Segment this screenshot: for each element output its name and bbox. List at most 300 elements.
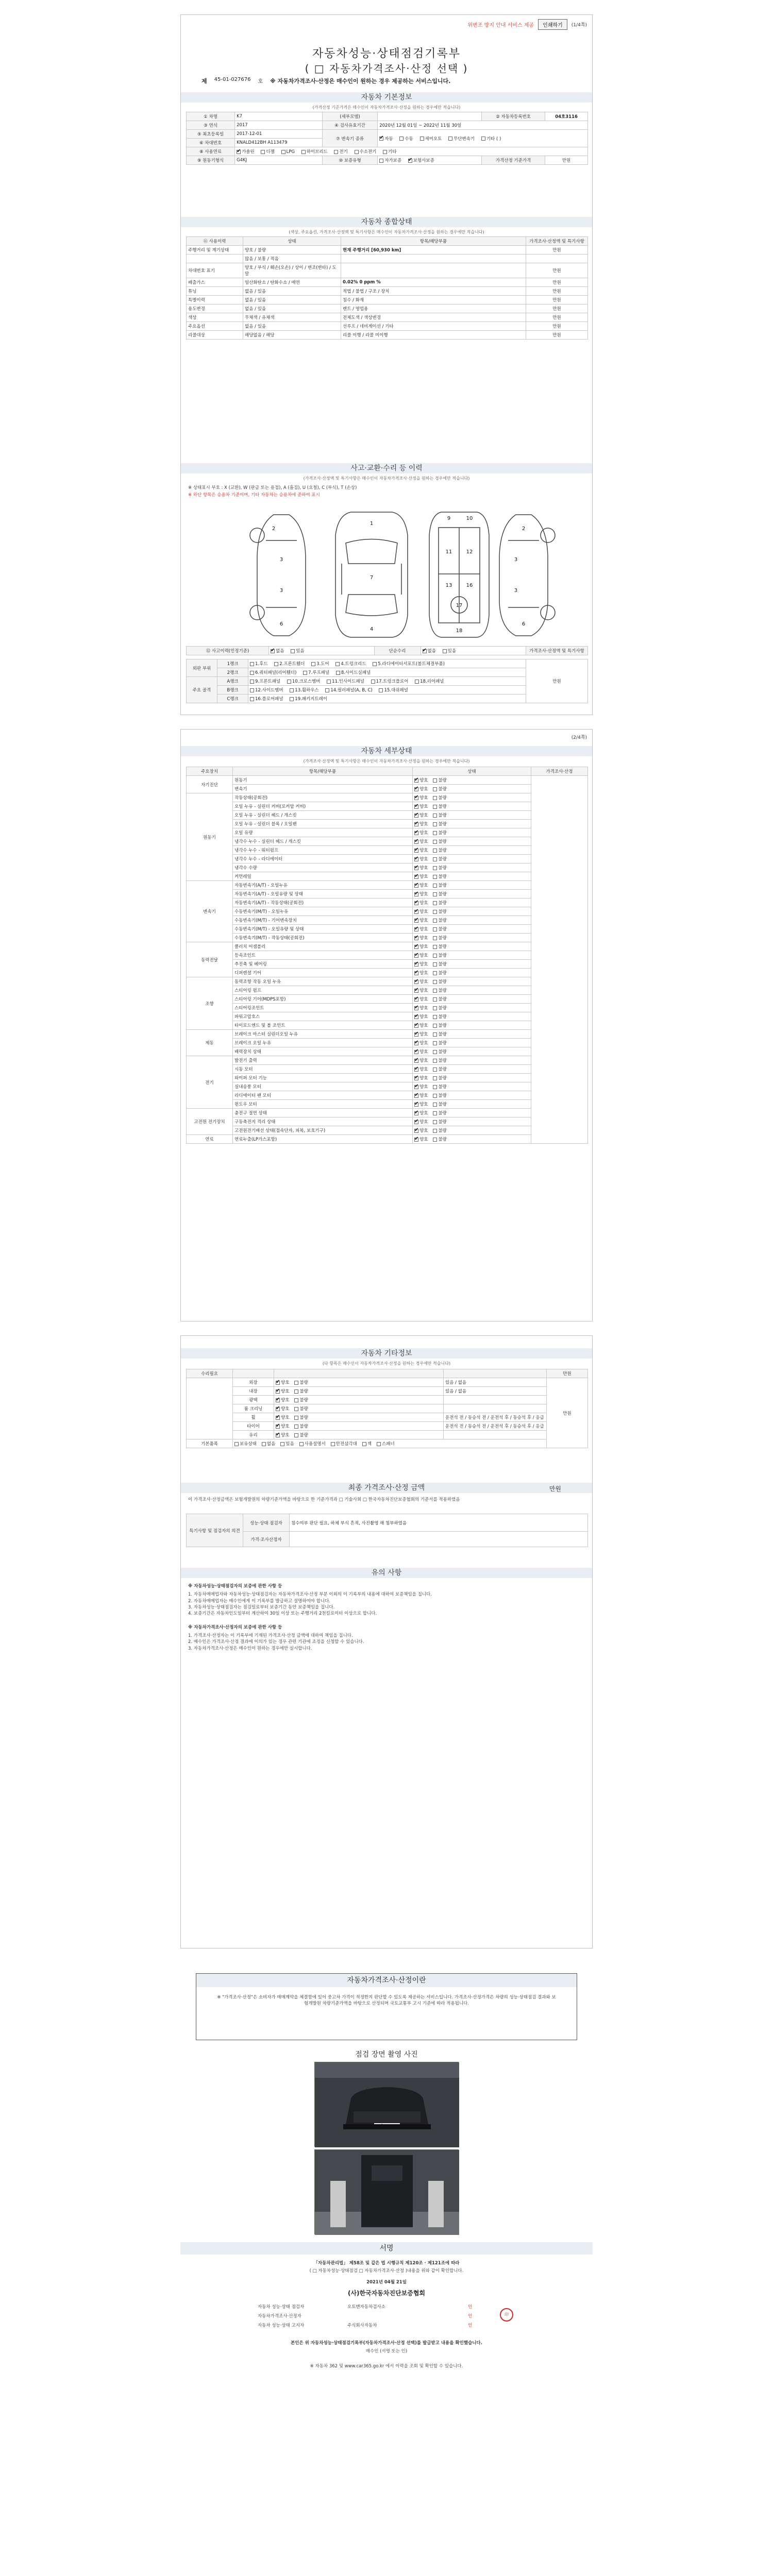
checkbox[interactable] [433, 831, 437, 835]
base-price: 만원 [545, 156, 588, 165]
detail-state: ✔ 양호 불량 [413, 1065, 531, 1074]
checkbox[interactable] [433, 805, 437, 809]
opinion-appraiser-label: 가격·조사산정자 [243, 1532, 290, 1547]
page-4 [180, 1964, 593, 2567]
checkbox-checked[interactable] [414, 1067, 418, 1072]
top-bar [572, 734, 587, 740]
detail-row [187, 1047, 588, 1056]
checkbox[interactable] [331, 1442, 335, 1446]
checkbox-checked[interactable] [414, 831, 418, 835]
checkbox-checked[interactable] [414, 1129, 418, 1133]
detail-row [187, 995, 588, 1004]
checkbox-checked[interactable] [414, 954, 418, 958]
checkbox[interactable] [399, 137, 404, 141]
panel-number: 10 [466, 516, 473, 521]
checkbox[interactable] [433, 971, 437, 975]
detail-row [187, 881, 588, 890]
checkbox[interactable] [433, 875, 437, 879]
detail-item: 오일 유량 [233, 828, 413, 837]
checkbox-checked[interactable] [414, 814, 418, 818]
checkbox[interactable] [433, 1094, 437, 1098]
checkbox-checked[interactable] [414, 1015, 418, 1019]
checkbox[interactable] [433, 919, 437, 923]
engine-type-label: ⑨ 원동기형식 [187, 156, 235, 165]
model-year: 2017 [235, 121, 323, 130]
detail-state: ✔ 양호 불량 [413, 855, 531, 863]
panel-number: 3 [279, 588, 283, 594]
detail-row [187, 977, 588, 986]
checkbox[interactable] [433, 840, 437, 844]
checkbox-checked[interactable] [408, 159, 412, 163]
checkbox-checked[interactable] [414, 989, 418, 993]
checkbox[interactable] [433, 1050, 437, 1054]
etc-detail [444, 1431, 547, 1439]
detail-row [187, 890, 588, 899]
checkbox[interactable] [433, 1024, 437, 1028]
signature-roles [258, 2304, 515, 2332]
checkbox-checked[interactable] [414, 901, 418, 905]
checkbox-checked[interactable] [414, 1120, 418, 1124]
detail-item: 오일 누유 - 실린더 블록 / 오일팬 [233, 820, 413, 828]
page-2 [180, 729, 593, 1321]
law-text-2: ( □ 자동차성능·상태점검 □ 자동차가격조사·산정 )내용을 위와 같이 확인합니다. [309, 2268, 464, 2274]
detail-state: ✔ 양호 불량 [413, 1117, 531, 1126]
basic-items-label: 기본품목 [187, 1439, 233, 1448]
inspection-validity: 2020년 12월 01일 ~ 2022년 11월 30일 [378, 121, 588, 130]
page-number: (2/4쪽) [571, 735, 587, 740]
accident-table [186, 646, 588, 655]
checkbox[interactable] [433, 927, 437, 931]
rank-b-label: B랭크 [217, 686, 248, 694]
fuel-options: ✔ 가솔린 디젤 LPG 하이브리드 전기 수소전기 기타 [235, 147, 588, 156]
etc-row [187, 1404, 588, 1413]
etc-group-cell [187, 1378, 233, 1439]
checkbox-checked[interactable] [414, 1032, 418, 1037]
detail-price-cell [531, 776, 588, 1144]
checkbox-checked[interactable] [414, 962, 418, 967]
accident-history-label: ⑫ 사고이력(인정기준) [187, 647, 269, 655]
checkbox[interactable] [433, 1032, 437, 1037]
summary-heading: 자동차 종합상태 [181, 217, 592, 227]
inspection-validity-label: ④ 검사유효기간 [322, 121, 377, 130]
checkbox[interactable] [334, 150, 338, 154]
col-usage-history: ⑪ 사용이력 [187, 237, 243, 246]
etc-options: ✔ 양호 불량 [274, 1396, 444, 1404]
checkbox[interactable] [443, 649, 447, 653]
checkbox[interactable] [362, 1442, 366, 1446]
checkbox-checked[interactable] [414, 805, 418, 809]
detail-row [187, 1012, 588, 1021]
detail-item: 오일 누유 - 실린더 헤드 / 개스킷 [233, 811, 413, 820]
checkbox[interactable] [433, 892, 437, 896]
detail-item: 등속조인트 [233, 951, 413, 960]
etc-options: ✔ 양호 불량 [274, 1431, 444, 1439]
checkbox-checked[interactable] [414, 936, 418, 940]
checkbox[interactable] [294, 1416, 298, 1420]
checkbox[interactable] [433, 884, 437, 888]
etc-row [187, 1431, 588, 1439]
detail-item: 클러치 어셈블리 [233, 942, 413, 951]
first-reg: 2017-12-01 [235, 130, 323, 139]
receipt-text: 본인은 위 자동차성능·상태점검기록부(자동차가격조사·산정 선택)를 발급받고 내용을 확인했습니다. [291, 2341, 482, 2346]
note-item: 2. 자동차매매업자는 매수인에게 이 기록부를 발급하고 설명하여야 합니다. [188, 1598, 331, 1604]
basic-info-subtitle: (가격산정 기준가격은 매수인이 자동차가격조사·산정을 원하는 경우에만 적습니다) [312, 105, 461, 110]
detail-item: 수동변속기(M/T) - 기어변속장치 [233, 916, 413, 925]
rank-c-label: C랭크 [217, 694, 248, 703]
repair-needed-label: 수리필요 [187, 1369, 233, 1378]
checkbox[interactable] [433, 945, 437, 949]
checkbox[interactable] [262, 1442, 266, 1446]
checkbox[interactable] [301, 150, 306, 154]
checkbox-checked[interactable] [414, 997, 418, 1002]
checkbox[interactable] [433, 1015, 437, 1019]
checkbox-checked[interactable] [414, 1059, 418, 1063]
panel-number: 16 [466, 583, 473, 588]
checkbox[interactable] [433, 1085, 437, 1089]
checkbox[interactable] [433, 866, 437, 870]
warranty-options: 자가보증 ✔ 보험사보증 [378, 156, 482, 165]
detail-row [187, 934, 588, 942]
checkbox-checked[interactable] [276, 1389, 280, 1394]
detail-row [187, 969, 588, 977]
checkbox[interactable] [481, 137, 485, 141]
summary-row: 배출가스 일산화탄소 / 탄화수소 / 매연 0.02% 0 ppm % 만원 [187, 278, 588, 287]
detail-state: ✔ 양호 불량 [413, 916, 531, 925]
checkbox-checked[interactable] [276, 1425, 280, 1429]
checkbox[interactable] [433, 787, 437, 791]
checkbox-checked[interactable] [414, 849, 418, 853]
etc-label: 외장 [233, 1378, 274, 1387]
panel-number: 13 [445, 583, 452, 588]
checkbox[interactable] [433, 1006, 437, 1010]
device-group: 제동 [187, 1030, 233, 1056]
checkbox[interactable] [433, 814, 437, 818]
basic-info-heading: 자동차 기본정보 [181, 92, 592, 103]
checkbox-checked[interactable] [414, 971, 418, 975]
checkbox[interactable] [433, 1076, 437, 1080]
detail-row [187, 1117, 588, 1126]
rank1-items: 1.후드 2.프론트휀더 3.도어 4.트렁크리드 5.라디에이터서포트(볼트체결부품) [248, 659, 526, 668]
device-group: 동력전달 [187, 942, 233, 977]
checkbox-checked[interactable] [271, 649, 275, 653]
checkbox[interactable] [294, 1398, 298, 1402]
model-year-label: ③ 연식 [187, 121, 235, 130]
checkbox-checked[interactable] [276, 1398, 280, 1402]
detail-subtitle: (가격조사·산정액 및 특기사항은 매수인이 자동차가격조사·산정을 원하는 경우에만 적습니다) [303, 759, 470, 764]
checkbox[interactable] [433, 1041, 437, 1045]
checkbox-checked[interactable] [414, 1085, 418, 1089]
checkbox[interactable] [377, 1442, 381, 1446]
device-group: 원동기 [187, 793, 233, 881]
association-name: (사)한국자동차진단보증협회 [347, 2290, 426, 2297]
checkbox[interactable] [433, 980, 437, 984]
detail-state: ✔ 양호 불량 [413, 995, 531, 1004]
checkbox[interactable] [294, 1381, 298, 1385]
checkbox[interactable] [280, 1442, 284, 1446]
checkbox[interactable] [433, 778, 437, 783]
checkbox-checked[interactable] [379, 137, 383, 141]
checkbox-checked[interactable] [276, 1416, 280, 1420]
detail-item: 자동변속기(A/T) - 작동상태(공회전) [233, 899, 413, 907]
etc-row [187, 1387, 588, 1396]
etc-detail: 운전석 전 / 동승석 전 / 운전석 후 / 동승석 후 / 응급 [444, 1413, 547, 1422]
checkbox[interactable] [433, 936, 437, 940]
checkbox[interactable] [294, 1425, 298, 1429]
checkbox-checked[interactable] [414, 796, 418, 800]
detail-state: ✔ 양호 불량 [413, 1039, 531, 1047]
main-frame-label: 주요 골격 [187, 677, 217, 703]
checkbox-checked[interactable] [237, 150, 241, 154]
checkbox[interactable] [433, 1138, 437, 1142]
law-text: 「자동차관리법」 제58조 및 같은 법 시행규칙 제120조 · 제121조에 따라 [313, 2261, 460, 2266]
etc-detail: 있음 / 없음 [444, 1387, 547, 1396]
device-group: 연료 [187, 1135, 233, 1144]
detail-state: ✔ 양호 불량 [413, 1109, 531, 1117]
panel-number: 3 [514, 557, 518, 563]
etc-options: ✔ 양호 불량 [274, 1387, 444, 1396]
detail-state: ✔ 양호 불량 [413, 1135, 531, 1144]
checkbox-checked[interactable] [414, 1138, 418, 1142]
panel-number: 3 [279, 557, 283, 563]
rank-c-items: 16.플로어패널 19.패키지트레이 [248, 694, 526, 703]
checkbox[interactable] [433, 1059, 437, 1063]
checkbox[interactable] [433, 1067, 437, 1072]
red-seal-stamp: 印 [500, 2308, 513, 2321]
checkbox[interactable] [433, 910, 437, 914]
detail-row [187, 846, 588, 855]
detail-state: ✔ 양호 불량 [413, 820, 531, 828]
simple-repair-label: 단순수리 [374, 647, 421, 655]
device-group: 변속기 [187, 881, 233, 942]
col-detail: 항목/해당부품 [341, 237, 526, 246]
etc-subtitle: (다 항목은 매수인이 자동차가격조사·산정을 원하는 경우에만 적습니다) [322, 1361, 451, 1366]
opinion-table [186, 1514, 588, 1547]
summary-row: 특별이력 없음 / 있음 침수 / 화재 만원 [187, 296, 588, 304]
inspection-photo-front [314, 2062, 459, 2147]
checkbox[interactable] [420, 137, 424, 141]
checkbox[interactable] [433, 857, 437, 861]
checkbox[interactable] [261, 150, 265, 154]
checkbox-checked[interactable] [423, 649, 427, 653]
checkbox[interactable] [294, 1433, 298, 1437]
panel-number: 6 [279, 621, 283, 627]
checkbox[interactable] [448, 137, 452, 141]
checkbox[interactable] [433, 1111, 437, 1115]
photo-plate: 04호3116 [376, 2124, 393, 2128]
detail-row [187, 802, 588, 811]
engine-type: G4KJ [235, 156, 323, 165]
guide-box [196, 1973, 577, 2040]
detail-row [187, 925, 588, 934]
detail-model [378, 112, 482, 121]
detail-item: 연료누출(LP가스포함) [233, 1135, 413, 1144]
etc-label: 유리 [233, 1431, 274, 1439]
checkbox[interactable] [433, 1120, 437, 1124]
checkbox[interactable] [433, 849, 437, 853]
checkbox-checked[interactable] [414, 875, 418, 879]
etc-price-unit: 만원 [547, 1369, 588, 1378]
etc-detail [444, 1404, 547, 1413]
checkbox-checked[interactable] [414, 1103, 418, 1107]
warranty-label: ⑩ 보증유형 [322, 156, 377, 165]
etc-detail: 있음 / 없음 [444, 1378, 547, 1387]
detail-heading: 자동차 세부상태 [181, 746, 592, 756]
detail-state: ✔ 양호 불량 [413, 802, 531, 811]
guide-text: ※ "가격조사·산정"은 소비자가 매매계약을 체결함에 있어 중고차 가격이 적정한지 판단할 수 있도록 제공하는 서비스입니다. 가격조사·산정가격은 차량의 성능·상태점검 결과와 보험개발원 차량기준가액을 바탕으로 산정되며 국토교통부 고시 기준에 따라 적용됩니다. [217, 1995, 556, 2007]
detail-item: 실내송풍 모터 [233, 1082, 413, 1091]
checkbox-checked[interactable] [414, 1006, 418, 1010]
checkbox[interactable] [281, 150, 285, 154]
checkbox[interactable] [234, 1442, 239, 1446]
detail-row [187, 916, 588, 925]
detail-state: ✔ 양호 불량 [413, 986, 531, 995]
detail-state: ✔ 양호 불량 [413, 1126, 531, 1135]
checkbox[interactable] [433, 1129, 437, 1133]
top-bar [468, 19, 587, 30]
checkbox-checked[interactable] [414, 822, 418, 826]
device-group: 고전원 전기장치 [187, 1109, 233, 1135]
opinion-appraiser-text [290, 1532, 588, 1547]
checkbox[interactable] [433, 954, 437, 958]
rank-b-items: 12.사이드멤버 13.휠하우스 14.필러패널(A, B, C) 15.대쉬패널 [248, 686, 526, 694]
detail-item: 동력조향 작동 오일 누유 [233, 977, 413, 986]
etc-options: ✔ 양호 불량 [274, 1413, 444, 1422]
fuel-label: ⑧ 사용연료 [187, 147, 235, 156]
checkbox-checked[interactable] [414, 980, 418, 984]
detail-state: ✔ 양호 불량 [413, 776, 531, 785]
checkbox-checked[interactable] [414, 866, 418, 870]
checkbox-checked[interactable] [276, 1407, 280, 1411]
detail-row [187, 1091, 588, 1100]
panel-number: 11 [445, 549, 452, 555]
detail-model-label: (세부모델) [322, 112, 377, 121]
checkbox[interactable] [294, 1407, 298, 1411]
panel-number: 4 [369, 626, 374, 632]
col-item: 항목/해당부품 [233, 767, 413, 776]
detail-item: 시동 모터 [233, 1065, 413, 1074]
checkbox-checked[interactable] [414, 1024, 418, 1028]
checkbox-checked[interactable] [414, 884, 418, 888]
checkbox[interactable] [383, 150, 387, 154]
vehicle-name-label: ① 차명 [187, 112, 235, 121]
checkbox[interactable] [433, 1103, 437, 1107]
checkbox[interactable] [433, 989, 437, 993]
checkbox-checked[interactable] [414, 787, 418, 791]
notes-head-1: ※ 자동차성능·상태점검자의 보증에 관한 사항 등 [188, 1584, 282, 1589]
rank2-items: 6.쿼터패널(리어휀더) 7.루프패널 8.사이드실패널 [248, 668, 526, 677]
checkbox-checked[interactable] [414, 1094, 418, 1098]
checkbox[interactable] [433, 822, 437, 826]
rank1-label: 1랭크 [217, 659, 248, 668]
detail-row [187, 1065, 588, 1074]
detail-table [186, 767, 588, 1144]
notes-body [188, 1583, 585, 1652]
etc-options: ✔ 양호 불량 [274, 1404, 444, 1413]
detail-state: ✔ 양호 불량 [413, 1047, 531, 1056]
etc-label: 광택 [233, 1396, 274, 1404]
checkbox-checked[interactable] [414, 857, 418, 861]
checkbox[interactable] [299, 1442, 304, 1446]
detail-item: 디퍼렌셜 기어 [233, 969, 413, 977]
checkbox-checked[interactable] [414, 1076, 418, 1080]
rank-a-label: A랭크 [217, 677, 248, 686]
detail-item: 배력장치 상태 [233, 1047, 413, 1056]
vin-label: ⑥ 차대번호 [187, 139, 235, 147]
checkbox-checked[interactable] [414, 1041, 418, 1045]
checkbox-checked[interactable] [414, 840, 418, 844]
detail-state: ✔ 양호 불량 [413, 863, 531, 872]
checkbox[interactable] [355, 150, 359, 154]
col-state: 상태 [413, 767, 531, 776]
print-button[interactable]: 인쇄하기 [538, 19, 567, 30]
checkbox[interactable] [433, 997, 437, 1002]
opinion-label: 특기사항 및 점검자의 의견 [187, 1514, 243, 1547]
detail-item: 수동변속기(M/T) - 작동상태(공회전) [233, 934, 413, 942]
note-item: 3. 자동차가격조사·산정은 매수인이 원하는 경우에만 실시합니다. [188, 1646, 312, 1651]
checkbox-checked[interactable] [276, 1433, 280, 1437]
detail-row [187, 828, 588, 837]
checkbox[interactable] [379, 159, 383, 163]
reg-no-label: ② 자동차등록번호 [482, 112, 545, 121]
notes-head-2: ※ 자동차가격조사·산정자의 보증에 관한 사항 등 [188, 1624, 282, 1630]
detail-state: ✔ 양호 불량 [413, 907, 531, 916]
accident-answer: ✔ 없음 있음 [269, 647, 375, 655]
forgery-warning-link[interactable]: 위변조 방지 안내 서비스 제공 [467, 23, 534, 28]
detail-row [187, 872, 588, 881]
notes-heading: 유의 사항 [181, 1568, 592, 1578]
summary-row: 색상 무채색 / 유채색 전체도색 / 색상변경 만원 [187, 313, 588, 322]
checkbox-checked[interactable] [414, 945, 418, 949]
checkbox-checked[interactable] [414, 778, 418, 783]
checkbox-checked[interactable] [414, 1050, 418, 1054]
detail-item: 브레이크 마스터 실린더오일 누유 [233, 1030, 413, 1039]
checkbox-checked[interactable] [414, 927, 418, 931]
col-price: 가격조사·산정액 및 특기사항 [526, 237, 588, 246]
summary-row: 튜닝 없음 / 있음 적법 / 불법 / 구조 / 장치 만원 [187, 287, 588, 296]
doc-notice: ※ 자동차가격조사·산정은 매수인이 원하는 경우 제공하는 서비스입니다. [270, 78, 451, 84]
device-group: 조향 [187, 977, 233, 1030]
detail-item: 브레이크 오일 누유 [233, 1039, 413, 1047]
checkbox-checked[interactable] [414, 1111, 418, 1115]
detail-state: ✔ 양호 불량 [413, 969, 531, 977]
detail-row [187, 837, 588, 846]
checkbox[interactable] [433, 796, 437, 800]
panel-number: 17 [456, 603, 463, 608]
seal-mark: 인 [468, 2314, 473, 2319]
checkbox[interactable] [291, 649, 295, 653]
detail-row [187, 820, 588, 828]
detail-item: 라디에이터 팬 모터 [233, 1091, 413, 1100]
accident-legend: ※ 상태표시 부호 : X (교환), W (판금 또는 용접), A (흠집), U (요철), C (부식), T (손상) [188, 485, 357, 490]
checkbox[interactable] [294, 1389, 298, 1394]
summary-table [186, 236, 588, 340]
checkbox-checked[interactable] [414, 910, 418, 914]
basic-items-row [187, 1439, 588, 1448]
detail-item: 원동기 [233, 776, 413, 785]
checkbox-checked[interactable] [414, 919, 418, 923]
device-group: 전기 [187, 1056, 233, 1109]
signature-heading: 서명 [180, 2242, 593, 2255]
checkbox[interactable] [433, 962, 437, 967]
checkbox-checked[interactable] [414, 892, 418, 896]
checkbox[interactable] [433, 901, 437, 905]
etc-label: 타이어 [233, 1422, 274, 1431]
checkbox-checked[interactable] [276, 1381, 280, 1385]
note-item: 4. 보증기간은 자동차인도일부터 계산하여 30일 이상 또는 주행거리 2천킬로미터 이상으로 합니다. [188, 1611, 377, 1617]
page-number: (1/4쪽) [571, 23, 587, 28]
detail-row [187, 863, 588, 872]
detail-item: 스티어링 펌프 [233, 986, 413, 995]
